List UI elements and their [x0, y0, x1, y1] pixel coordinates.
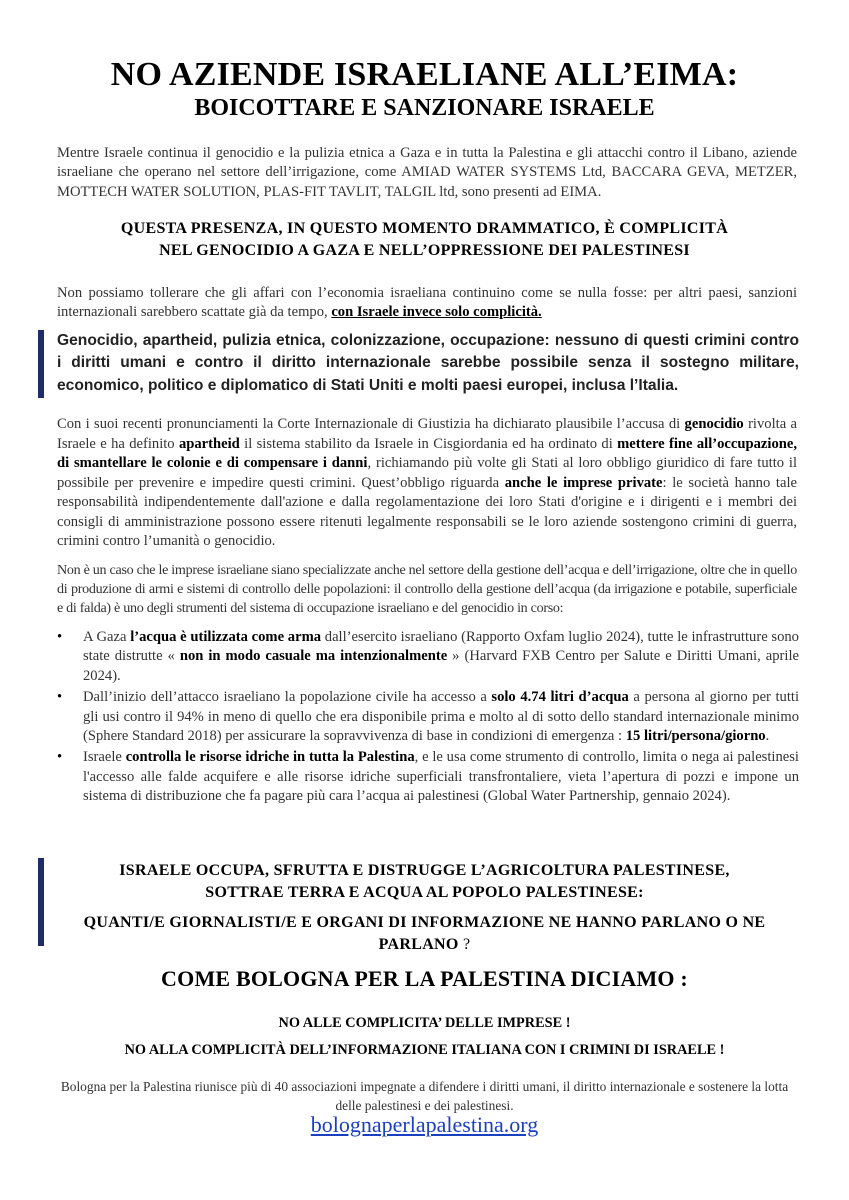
bullet-icon: • [57, 749, 63, 766]
bullet-bold: solo 4.74 litri d’acqua [491, 689, 629, 706]
icj-bold-3: mettere fine all’occupazione, di smantellare le colonie e di compensare i danni [57, 435, 797, 471]
bullet-text: , e le usa come strumento di controllo, limita o nega ai palestinesi l'accesso alle falde acquifere e alle risorse idriche superficiali transfrontaliere, vieta l’apertura di pozzi e impone un sistema di distribuzione che fa pagare più cara l’acqua ai palestinesi (Global Water Partnership, gennaio 2024). [83, 749, 799, 805]
footer-text: Bologna per la Palestina riunisce più di 40 associazioni impegnate a difendere i diritti umani, il diritto internazionale e sostenere la lotta delle palestinesi e dei palestinesi. [60, 1079, 789, 1113]
bullet-text: . [765, 728, 770, 745]
bullet-text: Israele [83, 749, 126, 766]
heading-agriculture-line2: SOTTRAE TERRA E ACQUA AL POPOLO PALESTINESE: [205, 884, 644, 901]
water-paragraph: Non è un caso che le imprese israeliane siano specializzate anche nel settore della gestione dell’acqua e dell’irrigazione, oltre che in quello di produzione di armi e sistemi di controllo delle popolazioni: il controllo della gestione dell’acqua (da irrigazione e potabile, superficiale e di falda) è uno degli strumenti del sistema di occupazione israeliano e del genocidio in corso: [57, 562, 797, 617]
icj-paragraph [57, 415, 797, 552]
slogan-media: NO ALLA COMPLICITÀ DELL’INFORMAZIONE ITALIANA CON I CRIMINI DI ISRAELE ! [124, 1042, 725, 1058]
list-item [57, 748, 799, 806]
list-item [57, 628, 799, 686]
heading-journalists-line2: PARLANO [378, 936, 459, 953]
icj-text-4: , richiamando più volte gli Stati al loro obbligo giuridico di fare tutto il possibile per prevenire e impedire questi crimini. Quest’obbligo riguarda [57, 455, 798, 491]
icj-text-5: : le società hanno tale responsabilità indipendentemente dall'azione e dalla regolamentazione dei loro Stati d'origine e i dirigenti e i membri dei consigli di amministrazione possono essere ritenuti legalmente responsabili se le loro aziende sostengono crimini di guerra, crimini contro l’umanità o genocidio. [57, 474, 797, 549]
bullet-bold: controlla le risorse idriche in tutta la Palestina [125, 749, 415, 766]
icj-bold-2: apartheid [178, 435, 240, 452]
intro-paragraph: Mentre Israele continua il genocidio e la pulizia etnica a Gaza e in tutta la Palestina e gli attacchi contro il Libano, aziende israeliane che operano nel settore dell’irrigazione, come AMIAD WATER SYSTEMS Ltd, BACCARA GEVA, METZER, MOTTECH WATER SOLUTION, PLAS-FIT TAVLIT, TALGIL ltd, sono presenti ad EIMA. [57, 145, 797, 200]
bullet-list [57, 628, 799, 809]
bullet-bold: non in modo casuale ma intenzionalmente [179, 648, 448, 665]
heading-agriculture [0, 860, 849, 904]
bullet-icon: • [57, 689, 63, 706]
call-heading: COME BOLOGNA PER LA PALESTINA DICIAMO : [161, 966, 688, 991]
heading-journalists-line2-wrap [0, 934, 849, 956]
heading-agriculture-line1: ISRAELE OCCUPA, SFRUTTA E DISTRUGGE L’AGRICOLTURA PALESTINESE, [119, 862, 730, 879]
tolerance-text: Non possiamo tollerare che gli affari con l’economia israeliana continuino come se nulla fosse: per altri paesi, sanzioni internazionali sarebbero scattate già da tempo, [57, 285, 797, 321]
slogan-companies: NO ALLE COMPLICITA’ DELLE IMPRESE ! [278, 1015, 571, 1031]
heading-complicity-line2: NEL GENOCIDIO A GAZA E NELL’OPPRESSIONE DEI PALESTINESI [159, 242, 690, 259]
icj-text-2: rivolta a Israele e ha definito [57, 416, 797, 452]
crimes-statement: Genocidio, apartheid, pulizia etnica, colonizzazione, occupazione: nessuno di questi crimini contro i diritti umani e contro il diritto internazionale sarebbe possibile senza il sostegno militare, economico, politico e diplomatico di Stati Uniti e molti paesi europei, inclusa l’Italia. [57, 332, 799, 394]
icj-bold-1: genocidio [684, 416, 744, 432]
tolerance-paragraph [57, 284, 797, 323]
bullet-icon: • [57, 629, 63, 645]
list-item [57, 688, 799, 746]
heading-complicity [0, 218, 849, 262]
icj-text-3: il sistema stabilito da Israele in Cisgiordania ed ha ordinato di [239, 435, 618, 452]
bullet-text: » (Harvard FXB Centro per Salute e Diritti Umani, aprile 2024). [83, 648, 799, 684]
icj-text-1: Con i suoi recenti pronunciamenti la Corte Internazionale di Giustizia ha dichiarato plausibile l’accusa di [57, 416, 685, 432]
bullet-bold: 15 litri/persona/giorno [625, 728, 766, 745]
heading-journalists [0, 912, 849, 956]
question-mark: ? [458, 936, 471, 953]
accent-bar [38, 330, 44, 398]
website-link[interactable]: bolognaperlapalestina.org [310, 1112, 539, 1137]
page-subtitle: BOICOTTARE E SANZIONARE ISRAELE [194, 95, 655, 121]
tolerance-underlined: con Israele invece solo complicità. [331, 304, 542, 321]
bullet-bold: l’acqua è utilizzata come arma [130, 629, 322, 645]
bullet-text: Dall’inizio dell’attacco israeliano la popolazione civile ha accesso a [83, 689, 492, 706]
heading-journalists-line1: QUANTI/E GIORNALISTI/E E ORGANI DI INFORMAZIONE NE HANNO PARLANO O NE [83, 914, 766, 931]
page-title: NO AZIENDE ISRAELIANE ALL’EIMA: [110, 56, 739, 93]
heading-complicity-line1: QUESTA PRESENZA, IN QUESTO MOMENTO DRAMMATICO, È COMPLICITÀ [120, 220, 729, 237]
bullet-text: dall’esercito israeliano (Rapporto Oxfam luglio 2024), tutte le infrastrutture sono state distrutte « [83, 629, 799, 665]
icj-bold-4: anche le imprese private [504, 474, 663, 491]
bullet-text: A Gaza [83, 629, 131, 645]
bullet-text: a persona al giorno per tutti gli usi contro il 94% in meno di quello che era disponibile prima e molto al di sotto dello standard internazionale minimo (Sphere Standard 2018) per assicurare la sopravvivenza di base in condizioni di emergenza : [83, 689, 800, 745]
